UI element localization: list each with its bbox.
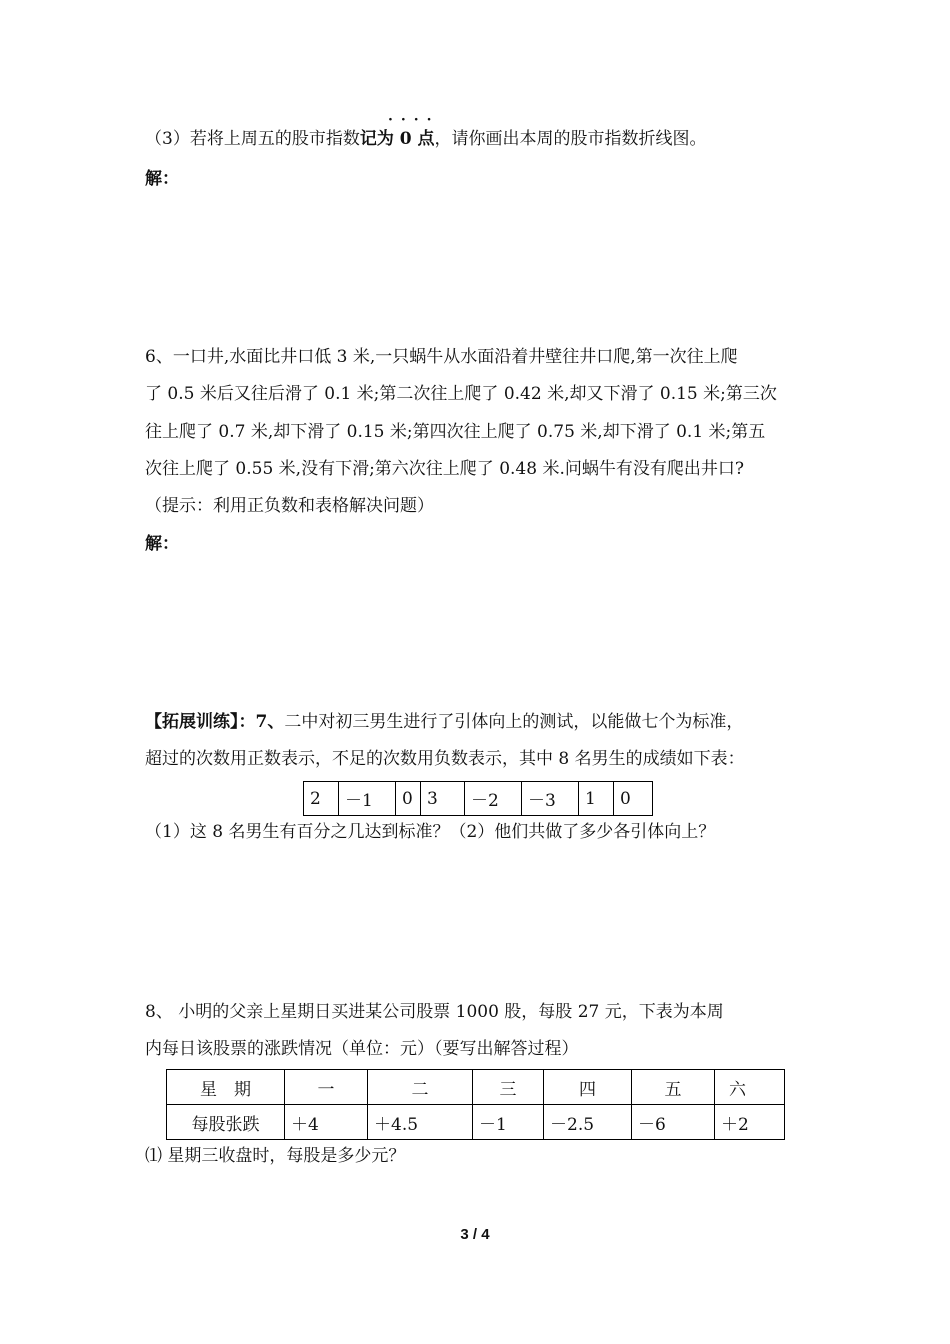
change-cell: ＋2 [715, 1105, 785, 1140]
day-header: 五 [632, 1070, 715, 1105]
score-cell: 0 [396, 782, 421, 816]
q7-heading: 【拓展训练】：7、 [145, 712, 285, 732]
q8-question-1: ⑴ 星期三收盘时，每股是多少元？ [145, 1146, 406, 1166]
emphasis-dots: ···· [388, 112, 440, 128]
table-row [167, 1105, 785, 1140]
q6-line1-text: 6、一口井,水面比井口低 3 米,一只蜗牛从水面沿着井壁往井口爬,第一次往上爬 [145, 347, 738, 367]
page-number: 3 / 4 [460, 1226, 490, 1243]
q5-part3-suffix: ，请你画出本周的股市指数折线图。 [434, 129, 707, 149]
q7-line-2: 超过的次数用正数表示，不足的次数用负数表示，其中 8 名男生的成绩如下表： [145, 749, 745, 769]
change-cell: －1 [473, 1105, 544, 1140]
score-cell: －1 [339, 782, 396, 816]
day-header: 二 [368, 1070, 473, 1105]
answer-label: 解： [145, 169, 179, 189]
q5-part3-prefix: （3）若将上周五的股市指数 [145, 129, 360, 149]
answer-label: 解： [145, 534, 179, 554]
score-cell: 0 [614, 782, 653, 816]
change-cell: －2.5 [544, 1105, 632, 1140]
score-cell: 2 [304, 782, 339, 816]
q7-score-table [303, 781, 653, 816]
change-cell: ＋4.5 [368, 1105, 473, 1140]
q7-question: （1）这 8 名男生有百分之几达到标准？（2）他们共做了多少各引体向上？ [145, 822, 716, 842]
score-cell: 3 [421, 782, 465, 816]
q6-line-4: 次往上爬了 0.55 米,没有下滑;第六次往上爬了 0.48 米.问蜗牛有没有爬出井口? [145, 459, 744, 479]
q5-part3-text [145, 127, 707, 151]
q6-line-1 [145, 345, 738, 369]
score-cell: 1 [579, 782, 614, 816]
q8-line-1: 8、 小明的父亲上星期日买进某公司股票 1000 股，每股 27 元，下表为本周 [145, 1002, 724, 1022]
q7-line1-rest: 二中对初三男生进行了引体向上的测试，以能做七个为标准， [284, 712, 744, 732]
q6-line-2: 了 0.5 米后又往后滑了 0.1 米;第二次往上爬了 0.42 米,却又下滑了 0.15 米;第三次 [145, 384, 777, 404]
change-cell: ＋4 [285, 1105, 368, 1140]
q6-hint: （提示：利用正负数和表格解决问题） [145, 496, 434, 516]
change-cell: －6 [632, 1105, 715, 1140]
q5-part3-emphasis: 记为 0 点 [359, 129, 435, 149]
day-header: 六 [715, 1070, 785, 1105]
q7-line-1 [145, 710, 743, 734]
table-header-cell: 星 期 [167, 1070, 285, 1105]
score-cell: －2 [465, 782, 522, 816]
table-row [167, 1070, 785, 1105]
q6-line-3: 往上爬了 0.7 米,却下滑了 0.15 米;第四次往上爬了 0.75 米,却下滑了 0.1 米;第五 [145, 422, 766, 442]
q8-line-2: 内每日该股票的涨跌情况（单位：元）（要写出解答过程） [145, 1039, 579, 1059]
score-cell: －3 [522, 782, 579, 816]
table-row-label: 每股张跌 [167, 1105, 285, 1140]
table-row [304, 782, 653, 816]
day-header: 四 [544, 1070, 632, 1105]
day-header: 三 [473, 1070, 544, 1105]
q8-stock-table [166, 1069, 785, 1140]
day-header: 一 [285, 1070, 368, 1105]
